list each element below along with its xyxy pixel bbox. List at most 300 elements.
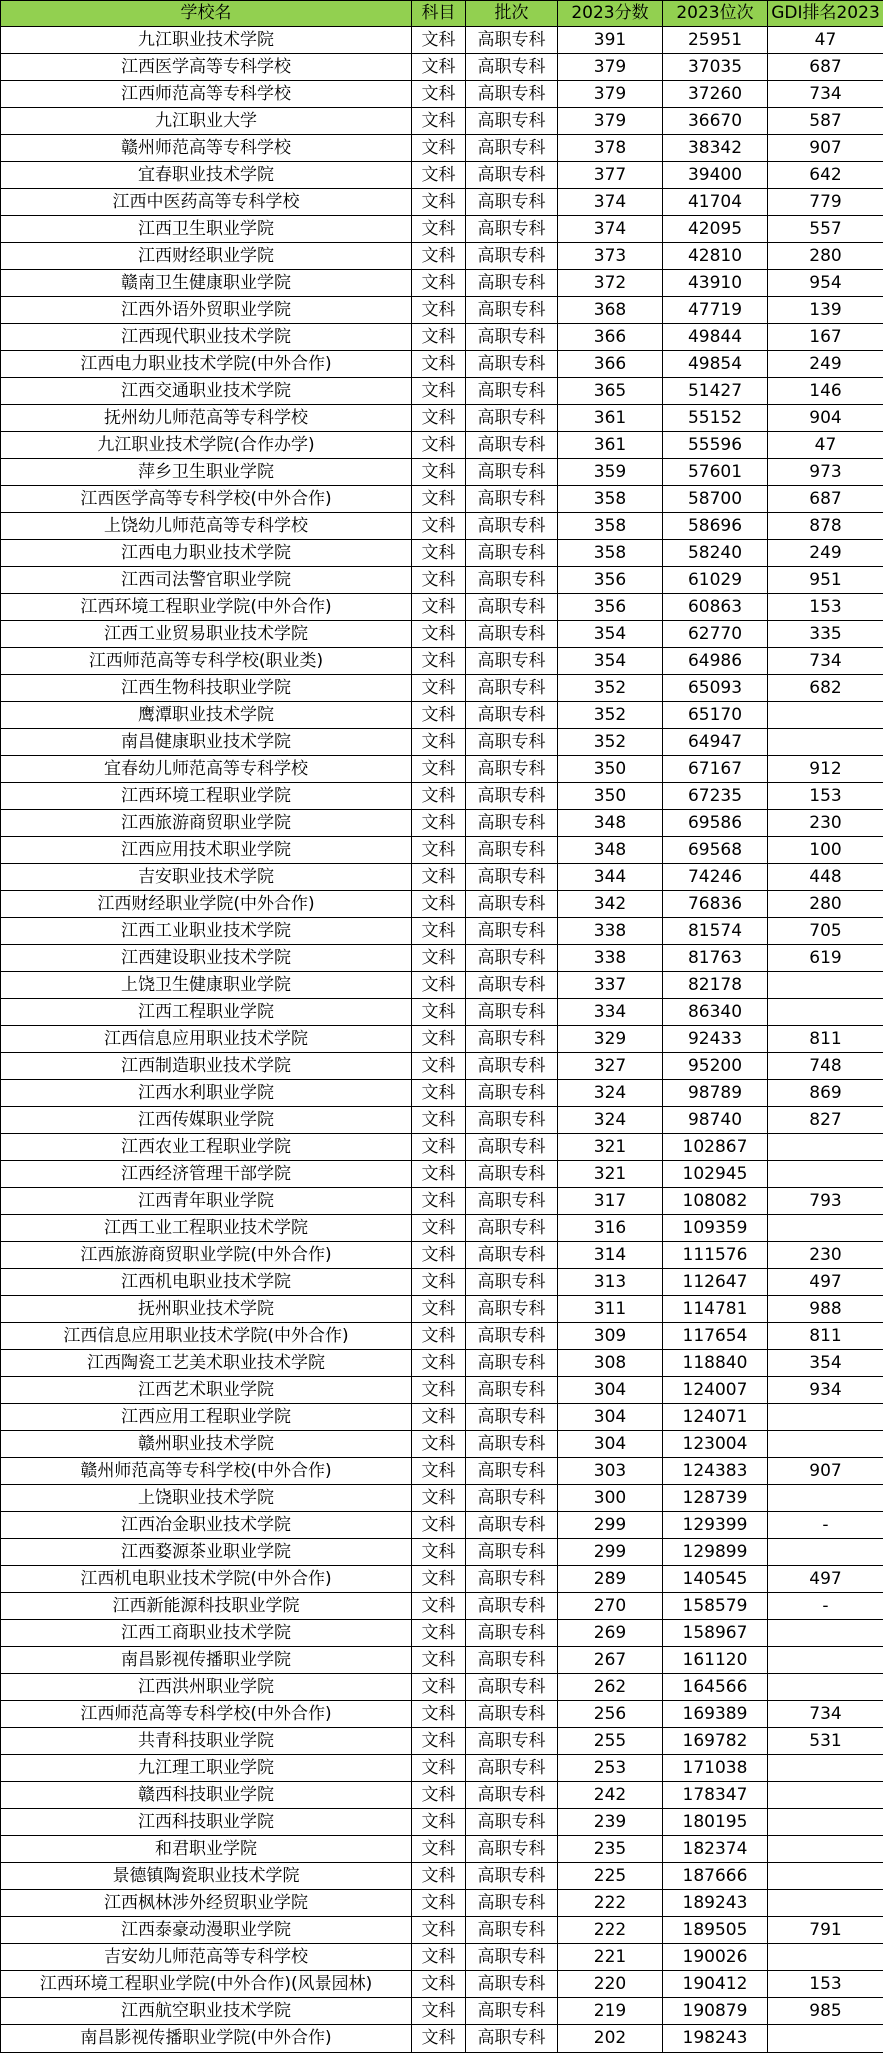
cell-subject: 文科: [412, 1701, 466, 1728]
cell-batch: 高职专科: [466, 270, 558, 297]
cell-school-name: 江西医学高等专科学校: [1, 54, 412, 81]
cell-batch: 高职专科: [466, 1593, 558, 1620]
cell-score: 313: [558, 1269, 663, 1296]
cell-subject: 文科: [412, 864, 466, 891]
cell-batch: 高职专科: [466, 1080, 558, 1107]
table-row: [1, 1674, 883, 1701]
cell-batch: 高职专科: [466, 891, 558, 918]
cell-gdi-rank: 954: [768, 270, 883, 297]
cell-school-name: 江西航空职业技术学院: [1, 1998, 412, 2025]
cell-gdi-rank: [768, 1755, 883, 1782]
cell-gdi-rank: 793: [768, 1188, 883, 1215]
cell-gdi-rank: -: [768, 1512, 883, 1539]
cell-score: 374: [558, 189, 663, 216]
cell-rank: 69568: [663, 837, 768, 864]
cell-gdi-rank: 47: [768, 27, 883, 54]
table-row: [1, 1539, 883, 1566]
cell-school-name: 吉安幼儿师范高等专科学校: [1, 1944, 412, 1971]
cell-batch: 高职专科: [466, 1485, 558, 1512]
cell-rank: 189505: [663, 1917, 768, 1944]
cell-subject: 文科: [412, 1836, 466, 1863]
cell-rank: 140545: [663, 1566, 768, 1593]
cell-score: 354: [558, 621, 663, 648]
cell-school-name: 江西信息应用职业技术学院(中外合作): [1, 1323, 412, 1350]
cell-rank: 39400: [663, 162, 768, 189]
cell-score: 255: [558, 1728, 663, 1755]
cell-school-name: 上饶职业技术学院: [1, 1485, 412, 1512]
cell-subject: 文科: [412, 270, 466, 297]
cell-rank: 164566: [663, 1674, 768, 1701]
table-row: [1, 432, 883, 459]
cell-school-name: 九江职业技术学院: [1, 27, 412, 54]
cell-school-name: 南昌健康职业技术学院: [1, 729, 412, 756]
cell-subject: 文科: [412, 1026, 466, 1053]
cell-gdi-rank: 827: [768, 1107, 883, 1134]
header-score-2023: 2023分数: [558, 1, 663, 27]
cell-rank: 123004: [663, 1431, 768, 1458]
cell-rank: 67235: [663, 783, 768, 810]
cell-batch: 高职专科: [466, 162, 558, 189]
cell-gdi-rank: 497: [768, 1566, 883, 1593]
table-row: [1, 1728, 883, 1755]
cell-rank: 49844: [663, 324, 768, 351]
cell-school-name: 江西洪州职业学院: [1, 1674, 412, 1701]
cell-rank: 178347: [663, 1782, 768, 1809]
cell-rank: 42810: [663, 243, 768, 270]
cell-batch: 高职专科: [466, 810, 558, 837]
cell-batch: 高职专科: [466, 1944, 558, 1971]
cell-subject: 文科: [412, 378, 466, 405]
cell-score: 289: [558, 1566, 663, 1593]
cell-score: 300: [558, 1485, 663, 1512]
cell-subject: 文科: [412, 459, 466, 486]
table-row: [1, 999, 883, 1026]
cell-batch: 高职专科: [466, 1188, 558, 1215]
cell-batch: 高职专科: [466, 513, 558, 540]
cell-rank: 69586: [663, 810, 768, 837]
table-row: [1, 945, 883, 972]
cell-batch: 高职专科: [466, 2025, 558, 2053]
cell-subject: 文科: [412, 1161, 466, 1188]
table-row: [1, 135, 883, 162]
cell-batch: 高职专科: [466, 675, 558, 702]
cell-gdi-rank: [768, 2025, 883, 2053]
cell-score: 321: [558, 1161, 663, 1188]
cell-score: 366: [558, 324, 663, 351]
cell-batch: 高职专科: [466, 540, 558, 567]
cell-subject: 文科: [412, 567, 466, 594]
cell-score: 303: [558, 1458, 663, 1485]
table-row: [1, 675, 883, 702]
cell-school-name: 江西经济管理干部学院: [1, 1161, 412, 1188]
cell-batch: 高职专科: [466, 1107, 558, 1134]
cell-subject: 文科: [412, 1431, 466, 1458]
table-row: [1, 702, 883, 729]
cell-score: 337: [558, 972, 663, 999]
cell-rank: 25951: [663, 27, 768, 54]
table-row: [1, 1350, 883, 1377]
cell-subject: 文科: [412, 243, 466, 270]
cell-batch: 高职专科: [466, 972, 558, 999]
cell-rank: 37035: [663, 54, 768, 81]
table-row: [1, 1917, 883, 1944]
cell-school-name: 江西农业工程职业学院: [1, 1134, 412, 1161]
cell-gdi-rank: 146: [768, 378, 883, 405]
cell-gdi-rank: 878: [768, 513, 883, 540]
cell-school-name: 江西冶金职业技术学院: [1, 1512, 412, 1539]
cell-school-name: 抚州职业技术学院: [1, 1296, 412, 1323]
cell-rank: 49854: [663, 351, 768, 378]
cell-batch: 高职专科: [466, 1890, 558, 1917]
table-row: [1, 1458, 883, 1485]
cell-score: 327: [558, 1053, 663, 1080]
cell-subject: 文科: [412, 648, 466, 675]
cell-score: 316: [558, 1215, 663, 1242]
cell-rank: 117654: [663, 1323, 768, 1350]
table-row: [1, 486, 883, 513]
cell-score: 308: [558, 1350, 663, 1377]
cell-rank: 187666: [663, 1863, 768, 1890]
table-row: [1, 567, 883, 594]
cell-school-name: 上饶卫生健康职业学院: [1, 972, 412, 999]
cell-rank: 171038: [663, 1755, 768, 1782]
cell-score: 350: [558, 783, 663, 810]
cell-school-name: 江西师范高等专科学校(职业类): [1, 648, 412, 675]
cell-batch: 高职专科: [466, 864, 558, 891]
cell-subject: 文科: [412, 54, 466, 81]
cell-rank: 169782: [663, 1728, 768, 1755]
cell-gdi-rank: 448: [768, 864, 883, 891]
cell-school-name: 江西师范高等专科学校(中外合作): [1, 1701, 412, 1728]
cell-score: 378: [558, 135, 663, 162]
cell-subject: 文科: [412, 918, 466, 945]
cell-gdi-rank: [768, 1404, 883, 1431]
cell-score: 269: [558, 1620, 663, 1647]
cell-subject: 文科: [412, 1863, 466, 1890]
cell-gdi-rank: [768, 1431, 883, 1458]
cell-gdi-rank: 354: [768, 1350, 883, 1377]
cell-batch: 高职专科: [466, 594, 558, 621]
table-row: [1, 1836, 883, 1863]
cell-batch: 高职专科: [466, 945, 558, 972]
table-row: [1, 1404, 883, 1431]
cell-subject: 文科: [412, 1485, 466, 1512]
cell-score: 299: [558, 1512, 663, 1539]
table-row: [1, 1215, 883, 1242]
cell-score: 350: [558, 756, 663, 783]
cell-batch: 高职专科: [466, 1350, 558, 1377]
cell-rank: 42095: [663, 216, 768, 243]
table-row: [1, 891, 883, 918]
cell-gdi-rank: 734: [768, 1701, 883, 1728]
cell-school-name: 江西应用工程职业学院: [1, 1404, 412, 1431]
cell-gdi-rank: [768, 1134, 883, 1161]
cell-rank: 82178: [663, 972, 768, 999]
cell-gdi-rank: 230: [768, 1242, 883, 1269]
cell-rank: 114781: [663, 1296, 768, 1323]
cell-subject: 文科: [412, 81, 466, 108]
cell-batch: 高职专科: [466, 1728, 558, 1755]
cell-batch: 高职专科: [466, 1971, 558, 1998]
cell-gdi-rank: 734: [768, 81, 883, 108]
table-row: [1, 81, 883, 108]
cell-rank: 58240: [663, 540, 768, 567]
cell-school-name: 江西中医药高等专科学校: [1, 189, 412, 216]
table-row: [1, 864, 883, 891]
cell-score: 334: [558, 999, 663, 1026]
cell-batch: 高职专科: [466, 1539, 558, 1566]
cell-score: 221: [558, 1944, 663, 1971]
cell-school-name: 江西工业职业技术学院: [1, 918, 412, 945]
cell-batch: 高职专科: [466, 459, 558, 486]
cell-batch: 高职专科: [466, 27, 558, 54]
cell-score: 391: [558, 27, 663, 54]
cell-batch: 高职专科: [466, 378, 558, 405]
cell-rank: 129399: [663, 1512, 768, 1539]
table-row: [1, 1323, 883, 1350]
cell-gdi-rank: 167: [768, 324, 883, 351]
cell-school-name: 南昌影视传播职业学院(中外合作): [1, 2025, 412, 2053]
cell-rank: 43910: [663, 270, 768, 297]
cell-batch: 高职专科: [466, 1701, 558, 1728]
cell-school-name: 江西生物科技职业学院: [1, 675, 412, 702]
cell-score: 358: [558, 513, 663, 540]
table-row: [1, 1701, 883, 1728]
cell-batch: 高职专科: [466, 1377, 558, 1404]
cell-school-name: 江西应用技术职业学院: [1, 837, 412, 864]
cell-rank: 41704: [663, 189, 768, 216]
cell-gdi-rank: 153: [768, 783, 883, 810]
cell-school-name: 江西工商职业技术学院: [1, 1620, 412, 1647]
cell-subject: 文科: [412, 2025, 466, 2053]
cell-gdi-rank: [768, 729, 883, 756]
cell-school-name: 江西青年职业学院: [1, 1188, 412, 1215]
table-row: [1, 648, 883, 675]
cell-batch: 高职专科: [466, 1620, 558, 1647]
cell-gdi-rank: 280: [768, 243, 883, 270]
cell-subject: 文科: [412, 1809, 466, 1836]
cell-rank: 109359: [663, 1215, 768, 1242]
cell-score: 253: [558, 1755, 663, 1782]
cell-gdi-rank: [768, 1539, 883, 1566]
cell-score: 352: [558, 729, 663, 756]
cell-school-name: 江西陶瓷工艺美术职业技术学院: [1, 1350, 412, 1377]
cell-gdi-rank: 869: [768, 1080, 883, 1107]
cell-rank: 65170: [663, 702, 768, 729]
cell-batch: 高职专科: [466, 1323, 558, 1350]
cell-batch: 高职专科: [466, 1215, 558, 1242]
table-row: [1, 243, 883, 270]
cell-gdi-rank: 587: [768, 108, 883, 135]
table-row: [1, 189, 883, 216]
cell-gdi-rank: 811: [768, 1323, 883, 1350]
cell-gdi-rank: 705: [768, 918, 883, 945]
cell-gdi-rank: 748: [768, 1053, 883, 1080]
cell-score: 359: [558, 459, 663, 486]
cell-subject: 文科: [412, 1620, 466, 1647]
cell-score: 373: [558, 243, 663, 270]
cell-rank: 38342: [663, 135, 768, 162]
cell-gdi-rank: [768, 1620, 883, 1647]
table-row: [1, 108, 883, 135]
cell-rank: 112647: [663, 1269, 768, 1296]
cell-rank: 190026: [663, 1944, 768, 1971]
table-row: [1, 594, 883, 621]
cell-school-name: 宜春职业技术学院: [1, 162, 412, 189]
cell-subject: 文科: [412, 1404, 466, 1431]
cell-school-name: 赣州师范高等专科学校: [1, 135, 412, 162]
cell-subject: 文科: [412, 756, 466, 783]
table-row: [1, 513, 883, 540]
cell-subject: 文科: [412, 972, 466, 999]
cell-batch: 高职专科: [466, 1269, 558, 1296]
cell-gdi-rank: 619: [768, 945, 883, 972]
cell-school-name: 江西财经职业学院: [1, 243, 412, 270]
cell-batch: 高职专科: [466, 621, 558, 648]
cell-batch: 高职专科: [466, 837, 558, 864]
cell-rank: 55596: [663, 432, 768, 459]
cell-gdi-rank: [768, 1944, 883, 1971]
cell-subject: 文科: [412, 1323, 466, 1350]
cell-gdi-rank: 907: [768, 135, 883, 162]
table-row: [1, 27, 883, 54]
cell-batch: 高职专科: [466, 729, 558, 756]
cell-batch: 高职专科: [466, 1998, 558, 2025]
cell-gdi-rank: 642: [768, 162, 883, 189]
cell-score: 348: [558, 837, 663, 864]
table-row: [1, 2025, 883, 2053]
cell-rank: 95200: [663, 1053, 768, 1080]
cell-batch: 高职专科: [466, 108, 558, 135]
cell-rank: 111576: [663, 1242, 768, 1269]
cell-subject: 文科: [412, 810, 466, 837]
cell-gdi-rank: 557: [768, 216, 883, 243]
cell-rank: 76836: [663, 891, 768, 918]
cell-subject: 文科: [412, 1512, 466, 1539]
cell-batch: 高职专科: [466, 1053, 558, 1080]
table-row: [1, 1377, 883, 1404]
cell-gdi-rank: [768, 1161, 883, 1188]
header-gdi-rank-2023: GDI排名2023: [768, 1, 883, 27]
cell-gdi-rank: 280: [768, 891, 883, 918]
cell-school-name: 赣西科技职业学院: [1, 1782, 412, 1809]
cell-school-name: 江西建设职业技术学院: [1, 945, 412, 972]
cell-gdi-rank: -: [768, 1593, 883, 1620]
cell-score: 299: [558, 1539, 663, 1566]
cell-score: 267: [558, 1647, 663, 1674]
cell-batch: 高职专科: [466, 783, 558, 810]
cell-score: 356: [558, 567, 663, 594]
cell-batch: 高职专科: [466, 1431, 558, 1458]
cell-subject: 文科: [412, 702, 466, 729]
cell-gdi-rank: 934: [768, 1377, 883, 1404]
table-row: [1, 729, 883, 756]
cell-rank: 37260: [663, 81, 768, 108]
cell-school-name: 景德镇陶瓷职业技术学院: [1, 1863, 412, 1890]
cell-batch: 高职专科: [466, 1674, 558, 1701]
table-row: [1, 1161, 883, 1188]
cell-school-name: 江西机电职业技术学院(中外合作): [1, 1566, 412, 1593]
cell-school-name: 江西环境工程职业学院: [1, 783, 412, 810]
cell-rank: 47719: [663, 297, 768, 324]
cell-rank: 51427: [663, 378, 768, 405]
cell-rank: 55152: [663, 405, 768, 432]
cell-gdi-rank: 687: [768, 54, 883, 81]
cell-school-name: 江西泰豪动漫职业学院: [1, 1917, 412, 1944]
cell-subject: 文科: [412, 1134, 466, 1161]
cell-school-name: 九江职业大学: [1, 108, 412, 135]
cell-score: 222: [558, 1890, 663, 1917]
cell-school-name: 江西师范高等专科学校: [1, 81, 412, 108]
cell-batch: 高职专科: [466, 1566, 558, 1593]
cell-school-name: 江西制造职业技术学院: [1, 1053, 412, 1080]
table-row: [1, 1809, 883, 1836]
cell-batch: 高职专科: [466, 135, 558, 162]
cell-rank: 169389: [663, 1701, 768, 1728]
cell-batch: 高职专科: [466, 1836, 558, 1863]
cell-score: 304: [558, 1431, 663, 1458]
cell-batch: 高职专科: [466, 1755, 558, 1782]
table-row: [1, 1512, 883, 1539]
table-row: [1, 1782, 883, 1809]
cell-score: 324: [558, 1080, 663, 1107]
table-row: [1, 54, 883, 81]
cell-rank: 128739: [663, 1485, 768, 1512]
cell-batch: 高职专科: [466, 351, 558, 378]
cell-subject: 文科: [412, 999, 466, 1026]
cell-rank: 102945: [663, 1161, 768, 1188]
cell-gdi-rank: [768, 1890, 883, 1917]
cell-score: 338: [558, 918, 663, 945]
cell-score: 317: [558, 1188, 663, 1215]
cell-school-name: 江西司法警官职业学院: [1, 567, 412, 594]
cell-rank: 36670: [663, 108, 768, 135]
cell-rank: 189243: [663, 1890, 768, 1917]
cell-rank: 158967: [663, 1620, 768, 1647]
table-row: [1, 1944, 883, 1971]
cell-school-name: 江西枫林涉外经贸职业学院: [1, 1890, 412, 1917]
table-row: [1, 621, 883, 648]
cell-score: 352: [558, 702, 663, 729]
cell-score: 368: [558, 297, 663, 324]
header-school-name: 学校名: [1, 1, 412, 27]
cell-gdi-rank: 951: [768, 567, 883, 594]
cell-subject: 文科: [412, 729, 466, 756]
cell-school-name: 江西工程职业学院: [1, 999, 412, 1026]
cell-subject: 文科: [412, 1107, 466, 1134]
cell-subject: 文科: [412, 594, 466, 621]
cell-rank: 64986: [663, 648, 768, 675]
cell-score: 377: [558, 162, 663, 189]
cell-subject: 文科: [412, 1728, 466, 1755]
table-row: [1, 162, 883, 189]
cell-subject: 文科: [412, 189, 466, 216]
cell-gdi-rank: 230: [768, 810, 883, 837]
table-row: [1, 1431, 883, 1458]
table-row: [1, 756, 883, 783]
header-batch: 批次: [466, 1, 558, 27]
table-row: [1, 1890, 883, 1917]
cell-batch: 高职专科: [466, 189, 558, 216]
cell-school-name: 江西新能源科技职业学院: [1, 1593, 412, 1620]
cell-school-name: 赣州师范高等专科学校(中外合作): [1, 1458, 412, 1485]
cell-school-name: 江西旅游商贸职业学院(中外合作): [1, 1242, 412, 1269]
cell-gdi-rank: [768, 1674, 883, 1701]
cell-gdi-rank: [768, 972, 883, 999]
cell-subject: 文科: [412, 837, 466, 864]
cell-score: 329: [558, 1026, 663, 1053]
cell-rank: 180195: [663, 1809, 768, 1836]
